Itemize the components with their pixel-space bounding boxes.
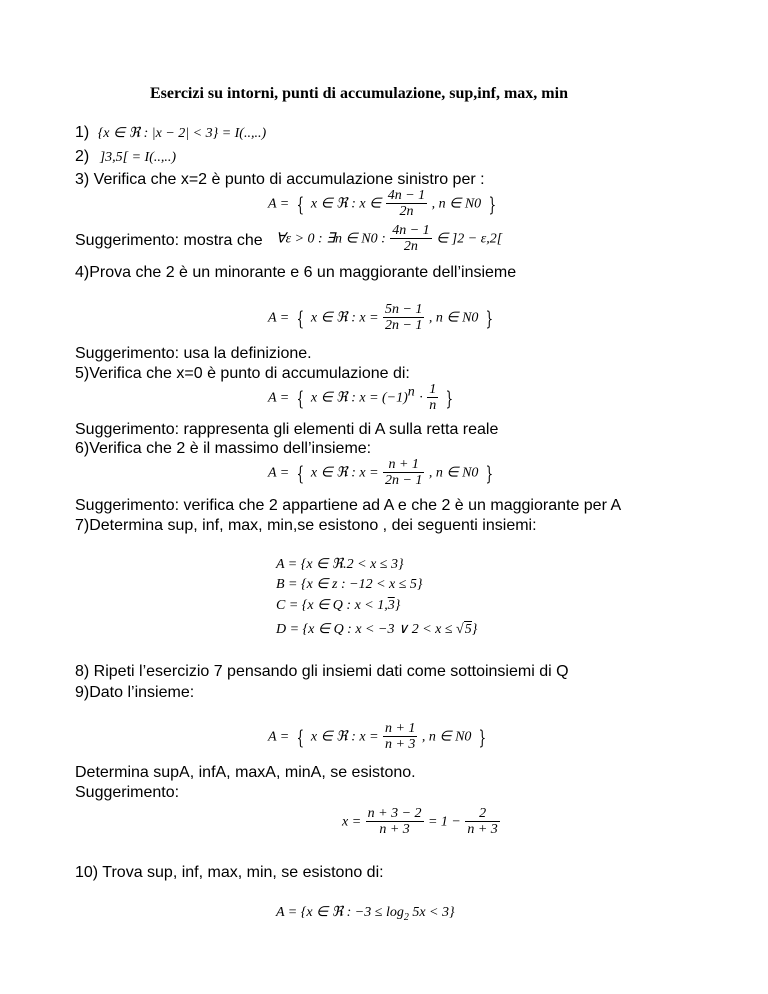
exercise-6-hint: Suggerimento: verifica che 2 appartiene ad A e che 2 è un maggiorante per A (75, 497, 622, 514)
page-title: Esercizi su intorni, punti di accumulazione, sup,inf, max, min (150, 85, 568, 102)
exercise-4-text: 4)Prova che 2 è un minorante e 6 un maggiorante dell’insieme (75, 264, 517, 281)
exercise-10-text: 10) Trova sup, inf, max, min, se esistono di: (75, 864, 384, 881)
exercise-2-expression: ]3,5[ = I(..,..) (99, 150, 177, 165)
exercise-8-text: 8) Ripeti l’esercizio 7 pensando gli insiemi dati come sottoinsiemi di Q (75, 663, 569, 680)
exercise-5-set: A = { x ∈ ℜ : $x = (-1)^n$ · $\frac{1}{n}$ } (268, 382, 453, 413)
exercise-2 (75, 148, 176, 166)
exercise-3-hint: Suggerimento: mostra che (75, 232, 263, 249)
exercise-4-hint: Suggerimento: usa la definizione. (75, 345, 312, 362)
exercise-7-set-a: A = {x ∈ ℜ.2 < x ≤ 3} (276, 557, 404, 572)
exercise-7-set-d: D = {x ∈ Q : x < −3 ∨ 2 < x ≤ √5} (276, 622, 478, 637)
exercise-7-set-c: C = {x ∈ Q : x < 1,3} (276, 598, 401, 613)
exercise-6-set: A = { x ∈ ℜ : x = $\frac{n + 1}{2n - 1}$ , n ∈ N0 } (268, 457, 494, 488)
exercise-3-hint-formula: ∀ε > 0 : ∃n ∈ N0 : $\frac{4n - 1}{2n}$ ∈ ]2 − ε,2[ (276, 223, 503, 254)
exercise-9-task: Determina supA, infA, maxA, minA, se esistono. (75, 764, 416, 781)
exercise-9-text: 9)Dato l’insieme: (75, 684, 195, 701)
exercise-5-hint: Suggerimento: rappresenta gli elementi di A sulla retta reale (75, 421, 499, 438)
exercise-7-set-b: B = {x ∈ z : −12 < x ≤ 5} (276, 577, 423, 592)
exercise-2-number: 2) (75, 148, 90, 165)
exercise-7-text: 7)Determina sup, inf, max, min,se esistono , dei seguenti insiemi: (75, 517, 537, 534)
exercise-4-set: A = { x ∈ ℜ : x = $\frac{5n - 1}{2n - 1}$ , n ∈ N0 } (268, 302, 494, 333)
exercise-3-set: A = { x ∈ ℜ : x ∈ $\frac{4n - 1}{2n}$ , n ∈ N0 } (268, 188, 496, 219)
exercise-9-hint-formula: x = $\frac{n + 3 - 2}{n + 3}$ = 1 − $\frac{2}{n + 3}$ (342, 806, 498, 837)
exercise-5-text: 5)Verifica che x=0 è punto di accumulazione di: (75, 365, 410, 382)
exercise-3-text: 3) Verifica che x=2 è punto di accumulazione sinistro per : (75, 171, 485, 188)
exercise-1-number: 1) (75, 124, 90, 141)
exercise-1-expression: {x ∈ ℜ : |x − 2| < 3} = I(..,..) (97, 126, 267, 141)
exercise-1 (75, 124, 266, 142)
exercise-9-hint: Suggerimento: (75, 784, 180, 801)
exercise-6-text: 6)Verifica che 2 è il massimo dell’insieme: (75, 440, 372, 457)
exercise-9-set: A = { x ∈ ℜ : x = $\frac{n + 1}{n + 3}$ , n ∈ N0 } (268, 721, 487, 752)
exercise-10-set: A = {x ∈ ℜ : $-3 \le \log_2 5x < 3$} (276, 905, 455, 923)
